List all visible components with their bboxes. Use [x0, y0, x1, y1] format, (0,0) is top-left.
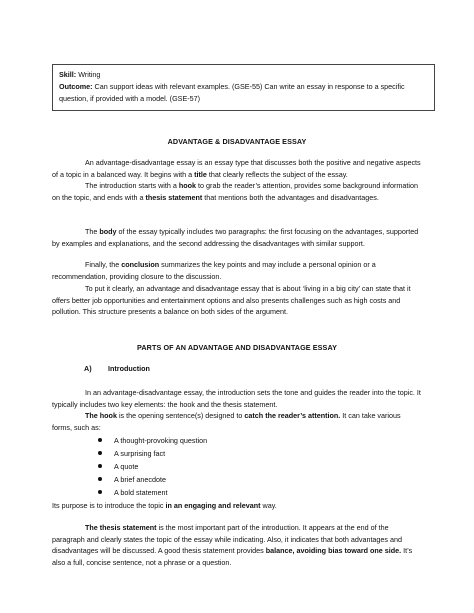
outcome-line	[59, 81, 429, 105]
list-item	[98, 486, 207, 499]
list-item	[98, 434, 207, 447]
bullet-icon	[98, 451, 102, 455]
paragraph-intro-overview: In an advantage-disadvantage essay, the introduction sets the tone and guides the reader into the topic. It typically includes two key elements: the hook and the thesis statement.	[52, 388, 421, 409]
emphasis-conclusion: conclusion	[121, 260, 160, 269]
emphasis-thesis: thesis statement	[145, 192, 203, 202]
bullet-icon	[98, 464, 102, 468]
list-item-text: A bold statement	[114, 488, 168, 497]
emphasis-body: body	[99, 227, 117, 236]
section-a-heading	[84, 364, 150, 373]
text: It can take various forms, such as:	[52, 411, 401, 432]
list-item-text: A thought-provoking question	[114, 436, 208, 445]
outcome-label: Outcome:	[59, 82, 93, 91]
text: is the opening sentence(s) designed to	[116, 411, 245, 420]
text: An advantage-disadvantage essay is an essay type that discusses both the positive and negative aspects of a topic in a balanced way. It begins with a	[52, 158, 421, 179]
text: that clearly reflects the subject of the essay.	[206, 169, 348, 179]
list-item	[98, 460, 207, 473]
text: The introduction starts with a	[85, 181, 179, 190]
emphasis-thesis: The thesis statement	[85, 523, 157, 532]
essay-title: ADVANTAGE & DISADVANTAGE ESSAY	[167, 137, 307, 146]
paragraph-hook-purpose	[52, 500, 422, 512]
hook-forms-list	[98, 434, 207, 499]
skill-line	[59, 69, 429, 81]
emphasis-hook: hook	[178, 181, 197, 190]
emphasis-title: title	[194, 169, 207, 179]
paragraph-example: To put it clearly, an advantage and disadvantage essay that is about ‘living in a big city’ can state that it offers better job opportunities and entertainment options and also presents challenges such as high costs and pollution. This structure presents a balance on both sides of the argument.	[52, 284, 411, 316]
list-item	[98, 447, 207, 460]
emphasis-hook: The hook	[85, 411, 117, 420]
text: It’s also a full, concise sentence, not a phrase or a question.	[52, 546, 413, 567]
text: is the most important part of the introduction. It appears at the end of the paragraph and clearly states the topic of the essay while indicating. Also, it indicates that both advantages and disadvantages will be discussed. A good thesis statement provides	[52, 523, 403, 555]
paragraph-conclusion	[52, 259, 422, 282]
list-item-text: A surprising fact	[114, 449, 166, 458]
bullet-icon	[98, 490, 102, 494]
section-letter: A)	[84, 364, 92, 373]
paragraph-hook	[52, 410, 422, 433]
paragraph-body	[52, 226, 422, 249]
paragraph-introduction	[52, 180, 422, 203]
section-label: Introduction	[108, 364, 150, 373]
list-item-text: A brief anecdote	[114, 475, 166, 484]
emphasis-balance: balance, avoiding bias toward one side.	[265, 546, 402, 555]
text: of the essay typically includes two paragraphs: the first focusing on the advantages, supported by examples and explanations, and the second addressing the disadvantages with similar support.	[52, 227, 419, 248]
emphasis-engaging: in an engaging and relevant	[165, 501, 261, 510]
parts-title: PARTS OF AN ADVANTAGE AND DISADVANTAGE ESSAY	[137, 343, 337, 352]
skill-outcome-box	[52, 64, 435, 111]
paragraph-thesis	[52, 522, 422, 568]
text: to grab the reader’s attention, provides some background information on the topic, and ends with a	[52, 181, 418, 202]
outcome-value: Can support ideas with relevant examples. (GSE-55) Can write an essay in response to a specific question, if provided with a model. (GSE-57)	[59, 82, 405, 103]
text: Its purpose is to introduce the topic	[52, 501, 166, 510]
text: summarizes the key points and may include a personal opinion or a recommendation, providing closure to the discussion.	[52, 260, 376, 281]
skill-label: Skill:	[59, 70, 77, 79]
text: that mentions both the advantages and disadvantages.	[202, 192, 379, 202]
list-item-text: A quote	[114, 462, 139, 471]
text: The	[85, 227, 100, 236]
bullet-icon	[98, 477, 102, 481]
text: way.	[260, 501, 277, 510]
skill-value: Writing	[78, 70, 101, 79]
text: Finally, the	[85, 260, 122, 269]
paragraph-definition	[52, 157, 422, 180]
emphasis-attention: catch the reader’s attention.	[244, 411, 341, 420]
bullet-icon	[98, 438, 102, 442]
list-item	[98, 473, 207, 486]
